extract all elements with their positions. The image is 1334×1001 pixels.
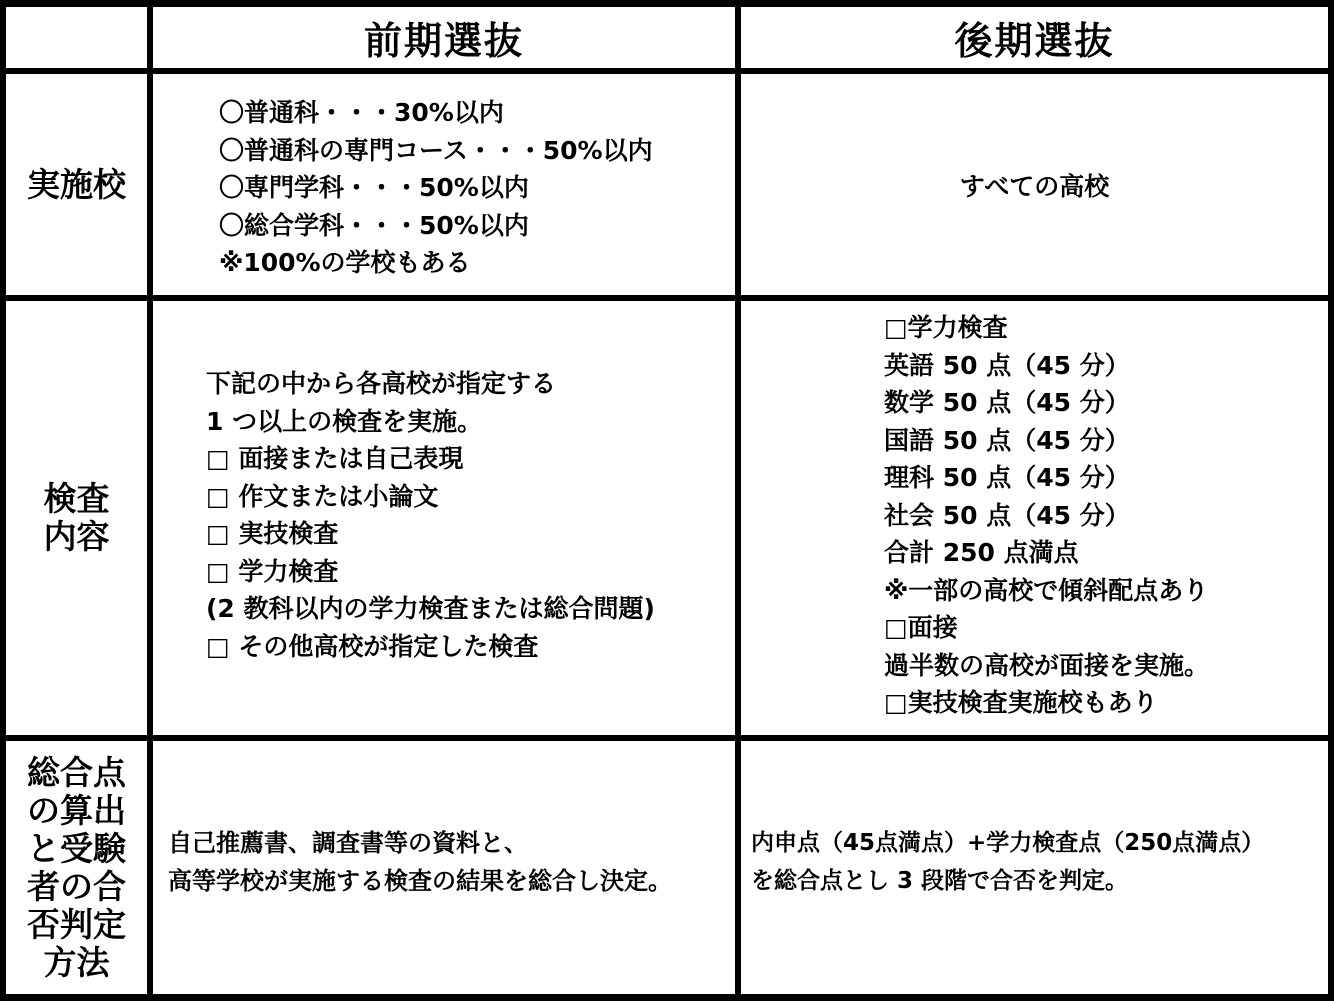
- list-item: 〇総合学科・・・50%以内: [219, 210, 529, 240]
- list-item: □面接: [884, 613, 958, 642]
- row-label-method-line: の算出: [27, 790, 126, 830]
- row-label-method-line: 総合点: [27, 752, 126, 792]
- row-label-schools-text: 実施校: [27, 164, 126, 204]
- list-item: 1 つ以上の検査を実施。: [206, 406, 483, 436]
- list-item: □ 作文または小論文: [206, 481, 439, 511]
- row-label-method-line: と受験: [27, 828, 126, 868]
- early-exams-list: [206, 365, 655, 665]
- list-item: 合計 250 点満点: [884, 538, 1079, 567]
- late-method-text: [751, 824, 1264, 900]
- early-method-text: [168, 824, 672, 900]
- row-label-schools: [6, 74, 147, 295]
- row-label-method-line: 者の合: [27, 866, 126, 906]
- list-item: □ 面接または自己表現: [206, 444, 464, 473]
- header-early-selection-label: 前期選抜: [363, 19, 524, 63]
- header-late-selection-label: 後期選抜: [954, 19, 1115, 63]
- list-item: □ 実技検査: [206, 519, 339, 548]
- paragraph-line: 内申点（45点満点）+学力検査点（250点満点）: [751, 830, 1265, 856]
- early-exams-cell: [153, 301, 735, 735]
- early-schools-list: [219, 94, 653, 282]
- table-border-bottom: [0, 994, 1334, 1001]
- late-schools-text: すべての高校: [959, 171, 1110, 201]
- paragraph-line: 高等学校が実施する検査の結果を総合し決定。: [168, 867, 672, 895]
- list-item: ※一部の高校で傾斜配点あり: [884, 575, 1209, 605]
- list-item: 社会 50 点（45 分）: [884, 500, 1130, 530]
- row-label-exams-line: 検査: [43, 479, 110, 518]
- early-schools-cell: [153, 74, 735, 295]
- late-method-cell: [741, 741, 1328, 994]
- list-item: 過半数の高校が面接を実施。: [884, 650, 1210, 680]
- list-item: 〇専門学科・・・50%以内: [219, 173, 529, 202]
- table-border-right: [1328, 0, 1334, 1001]
- list-item: 〇普通科・・・30%以内: [219, 98, 504, 127]
- late-exams-cell: [741, 301, 1328, 735]
- list-item: □学力検査: [884, 313, 1008, 342]
- list-item: 下記の中から各高校が指定する: [206, 369, 557, 398]
- list-item: □ 学力検査: [206, 556, 339, 586]
- list-item: 〇普通科の専門コース・・・50%以内: [219, 135, 653, 165]
- row-label-exams: [6, 301, 147, 735]
- paragraph-line: 自己推薦書、調査書等の資料と、: [168, 829, 528, 857]
- header-corner-cell: [6, 7, 147, 68]
- list-item: 理科 50 点（45 分）: [884, 463, 1130, 492]
- late-exams-list: [884, 309, 1209, 722]
- list-item: 国語 50 点（45 分）: [884, 425, 1130, 455]
- list-item: 英語 50 点（45 分）: [884, 350, 1130, 380]
- header-late-selection: [741, 7, 1328, 68]
- late-schools-cell: [741, 74, 1328, 295]
- header-early-selection: [153, 7, 735, 68]
- list-item: 数学 50 点（45 分）: [884, 388, 1130, 417]
- list-item: (2 教科以内の学力検査または総合問題): [206, 594, 655, 623]
- list-item: □実技検査実施校もあり: [884, 688, 1158, 717]
- row-label-method-line: 否判定: [27, 904, 126, 944]
- list-item: □ その他高校が指定した検査: [206, 631, 539, 661]
- early-method-cell: [153, 741, 735, 994]
- row-label-method-line: 方法: [43, 942, 110, 982]
- row-label-exams-line: 内容: [43, 517, 110, 556]
- list-item: ※100%の学校もある: [219, 248, 471, 277]
- table-border-top: [0, 0, 1334, 7]
- row-label-method: [6, 741, 147, 994]
- paragraph-line: を総合点とし 3 段階で合否を判定。: [751, 868, 1129, 894]
